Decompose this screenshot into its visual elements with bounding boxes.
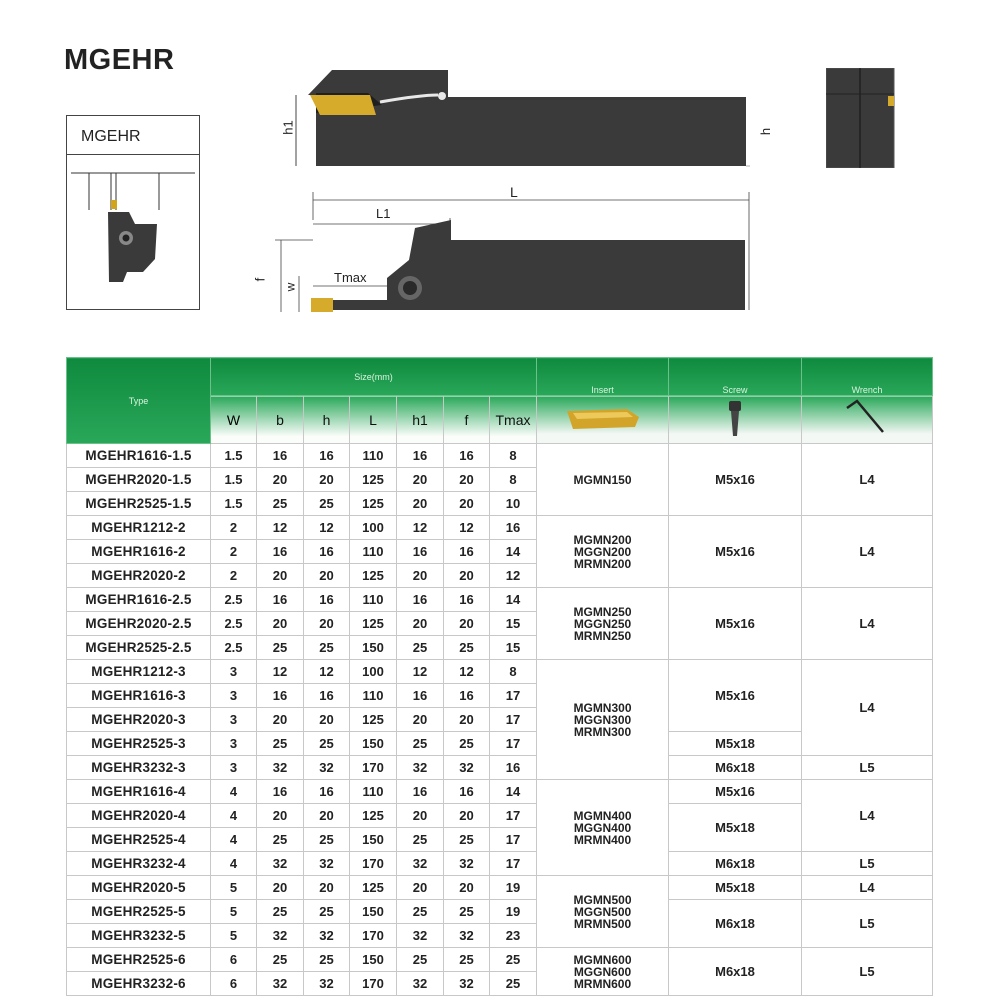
- cell-h: 12: [304, 516, 350, 540]
- cell-l: 150: [350, 900, 397, 924]
- cell-l: 170: [350, 924, 397, 948]
- cell-tmax: 14: [490, 780, 537, 804]
- cell-b: 12: [257, 660, 304, 684]
- header-type: Type: [67, 358, 211, 444]
- cell-tmax: 19: [490, 900, 537, 924]
- cell-l: 125: [350, 876, 397, 900]
- cell-h: 25: [304, 492, 350, 516]
- cell-type: MGEHR1616-3: [67, 684, 211, 708]
- cell-w: 6: [211, 972, 257, 996]
- cell-h1: 25: [397, 636, 444, 660]
- label-h: h: [758, 127, 774, 136]
- cell-tmax: 16: [490, 516, 537, 540]
- table-row: [67, 444, 933, 468]
- cell-f: 25: [444, 732, 490, 756]
- cell-type: MGEHR2020-5: [67, 876, 211, 900]
- cell-w: 5: [211, 924, 257, 948]
- cell-w: 4: [211, 804, 257, 828]
- cell-screw: M5x16: [669, 588, 802, 660]
- cell-type: MGEHR2020-2.5: [67, 612, 211, 636]
- cell-tmax: 17: [490, 804, 537, 828]
- cell-b: 25: [257, 948, 304, 972]
- cell-w: 3: [211, 756, 257, 780]
- inset-label: MGEHR: [81, 128, 141, 145]
- column-header-w: W: [211, 396, 257, 444]
- cell-type: MGEHR1616-4: [67, 780, 211, 804]
- cell-f: 25: [444, 900, 490, 924]
- cell-screw: M5x16: [669, 780, 802, 804]
- cell-wrench: L4: [802, 780, 933, 852]
- cell-wrench: L5: [802, 900, 933, 948]
- column-header-h1: h1: [397, 396, 444, 444]
- cell-screw: M5x18: [669, 732, 802, 756]
- cell-w: 5: [211, 900, 257, 924]
- table-row: [67, 852, 933, 876]
- cell-b: 16: [257, 780, 304, 804]
- cell-f: 25: [444, 636, 490, 660]
- cell-b: 16: [257, 684, 304, 708]
- cell-h1: 32: [397, 972, 444, 996]
- cell-h: 32: [304, 852, 350, 876]
- cell-type: MGEHR1212-3: [67, 660, 211, 684]
- cell-h1: 32: [397, 756, 444, 780]
- cell-h1: 32: [397, 852, 444, 876]
- cell-l: 125: [350, 612, 397, 636]
- cell-h: 20: [304, 804, 350, 828]
- cell-screw: M6x18: [669, 900, 802, 948]
- cell-w: 3: [211, 708, 257, 732]
- cell-type: MGEHR1616-2.5: [67, 588, 211, 612]
- cell-f: 20: [444, 876, 490, 900]
- cell-f: 20: [444, 612, 490, 636]
- column-header-b: b: [257, 396, 304, 444]
- cell-h: 25: [304, 636, 350, 660]
- cell-b: 25: [257, 828, 304, 852]
- cell-type: MGEHR2525-5: [67, 900, 211, 924]
- cell-f: 16: [444, 684, 490, 708]
- cell-f: 32: [444, 756, 490, 780]
- cell-tmax: 15: [490, 636, 537, 660]
- cell-insert: MGMN150: [537, 444, 669, 516]
- cell-h1: 20: [397, 612, 444, 636]
- cell-l: 150: [350, 948, 397, 972]
- cell-l: 150: [350, 828, 397, 852]
- cell-h1: 20: [397, 492, 444, 516]
- cell-w: 2.5: [211, 588, 257, 612]
- cell-w: 2: [211, 516, 257, 540]
- cell-l: 110: [350, 588, 397, 612]
- cell-w: 2: [211, 540, 257, 564]
- cell-f: 32: [444, 924, 490, 948]
- cell-h: 20: [304, 468, 350, 492]
- cell-h: 16: [304, 540, 350, 564]
- cell-insert: MGMN600 MGGN600 MRMN600: [537, 948, 669, 996]
- cell-wrench: L4: [802, 660, 933, 756]
- label-L1: L1: [376, 206, 391, 221]
- cell-f: 32: [444, 852, 490, 876]
- tool-end-view: [826, 68, 896, 168]
- cell-h1: 20: [397, 804, 444, 828]
- cell-tmax: 25: [490, 972, 537, 996]
- cell-h: 20: [304, 612, 350, 636]
- cell-l: 150: [350, 732, 397, 756]
- cell-h1: 12: [397, 516, 444, 540]
- cell-h: 25: [304, 732, 350, 756]
- cell-f: 25: [444, 828, 490, 852]
- cell-b: 16: [257, 540, 304, 564]
- cell-w: 3: [211, 684, 257, 708]
- cell-h: 25: [304, 948, 350, 972]
- cell-h1: 25: [397, 828, 444, 852]
- cell-h1: 20: [397, 564, 444, 588]
- cell-wrench: L4: [802, 444, 933, 516]
- cell-l: 100: [350, 660, 397, 684]
- cell-tmax: 23: [490, 924, 537, 948]
- cell-tmax: 17: [490, 852, 537, 876]
- cell-h1: 16: [397, 540, 444, 564]
- cell-h: 25: [304, 900, 350, 924]
- header-wrench: Wrench: [802, 358, 933, 396]
- cell-h: 32: [304, 756, 350, 780]
- cell-w: 3: [211, 732, 257, 756]
- cell-w: 4: [211, 852, 257, 876]
- cell-wrench: L5: [802, 948, 933, 996]
- cell-h1: 20: [397, 468, 444, 492]
- insert-image: [537, 396, 669, 444]
- cell-h: 16: [304, 444, 350, 468]
- cell-tmax: 17: [490, 732, 537, 756]
- cell-h1: 16: [397, 588, 444, 612]
- cell-h1: 16: [397, 684, 444, 708]
- table-row: [67, 660, 933, 684]
- table-row: [67, 516, 933, 540]
- cell-type: MGEHR1616-2: [67, 540, 211, 564]
- cell-w: 2.5: [211, 612, 257, 636]
- cell-screw: M5x16: [669, 516, 802, 588]
- cell-h1: 25: [397, 900, 444, 924]
- cell-tmax: 12: [490, 564, 537, 588]
- cell-type: MGEHR2020-3: [67, 708, 211, 732]
- label-Tmax: Tmax: [334, 270, 367, 285]
- cell-screw: M5x18: [669, 804, 802, 852]
- cell-w: 1.5: [211, 492, 257, 516]
- cell-type: MGEHR3232-5: [67, 924, 211, 948]
- cell-tmax: 8: [490, 468, 537, 492]
- cell-f: 20: [444, 708, 490, 732]
- cell-b: 20: [257, 708, 304, 732]
- cell-insert: MGMN300 MGGN300 MRMN300: [537, 660, 669, 780]
- cell-f: 25: [444, 948, 490, 972]
- cell-screw: M6x18: [669, 948, 802, 996]
- cell-w: 3: [211, 660, 257, 684]
- cell-b: 32: [257, 972, 304, 996]
- cell-l: 125: [350, 492, 397, 516]
- cell-h: 16: [304, 684, 350, 708]
- cell-tmax: 8: [490, 660, 537, 684]
- cell-l: 125: [350, 468, 397, 492]
- cell-screw: M5x18: [669, 876, 802, 900]
- cell-type: MGEHR2020-1.5: [67, 468, 211, 492]
- cell-type: MGEHR2525-6: [67, 948, 211, 972]
- cell-b: 20: [257, 804, 304, 828]
- cell-h: 12: [304, 660, 350, 684]
- inset-sketch: [67, 154, 199, 309]
- table-row: [67, 876, 933, 900]
- cell-l: 110: [350, 780, 397, 804]
- cell-w: 1.5: [211, 444, 257, 468]
- cell-b: 25: [257, 732, 304, 756]
- cell-f: 20: [444, 468, 490, 492]
- cell-tmax: 17: [490, 828, 537, 852]
- cell-h1: 16: [397, 780, 444, 804]
- table-row: [67, 756, 933, 780]
- cell-h: 16: [304, 780, 350, 804]
- cell-insert: MGMN250 MGGN250 MRMN250: [537, 588, 669, 660]
- cell-w: 4: [211, 828, 257, 852]
- cell-type: MGEHR2525-2.5: [67, 636, 211, 660]
- cell-f: 20: [444, 564, 490, 588]
- cell-b: 25: [257, 900, 304, 924]
- cell-type: MGEHR2525-3: [67, 732, 211, 756]
- cell-l: 100: [350, 516, 397, 540]
- cell-type: MGEHR3232-6: [67, 972, 211, 996]
- cell-f: 16: [444, 780, 490, 804]
- cell-b: 16: [257, 444, 304, 468]
- cell-l: 110: [350, 444, 397, 468]
- cell-screw: M6x18: [669, 852, 802, 876]
- cell-l: 170: [350, 852, 397, 876]
- cell-l: 170: [350, 972, 397, 996]
- cell-h1: 20: [397, 708, 444, 732]
- table-row: [67, 588, 933, 612]
- table-row: [67, 948, 933, 972]
- cell-wrench: L5: [802, 852, 933, 876]
- cell-wrench: L4: [802, 876, 933, 900]
- cell-h1: 25: [397, 948, 444, 972]
- cell-tmax: 19: [490, 876, 537, 900]
- cell-type: MGEHR2020-4: [67, 804, 211, 828]
- cell-b: 16: [257, 588, 304, 612]
- cell-type: MGEHR1212-2: [67, 516, 211, 540]
- cell-type: MGEHR3232-4: [67, 852, 211, 876]
- cell-l: 110: [350, 684, 397, 708]
- cell-b: 32: [257, 756, 304, 780]
- cell-insert: MGMN400 MGGN400 MRMN400: [537, 780, 669, 876]
- cell-b: 25: [257, 636, 304, 660]
- cell-w: 2.5: [211, 636, 257, 660]
- cell-screw: M5x16: [669, 444, 802, 516]
- cell-h: 20: [304, 876, 350, 900]
- cell-tmax: 17: [490, 684, 537, 708]
- column-header-f: f: [444, 396, 490, 444]
- cell-b: 32: [257, 852, 304, 876]
- screw-icon: [715, 398, 755, 438]
- label-L: L: [510, 184, 518, 200]
- cell-l: 150: [350, 636, 397, 660]
- cell-tmax: 15: [490, 612, 537, 636]
- cell-wrench: L4: [802, 588, 933, 660]
- cell-tmax: 17: [490, 708, 537, 732]
- screw-image: [669, 396, 802, 444]
- cell-h: 25: [304, 828, 350, 852]
- cell-h: 32: [304, 972, 350, 996]
- page-title: MGEHR: [64, 44, 175, 76]
- cell-w: 1.5: [211, 468, 257, 492]
- cell-screw: M5x16: [669, 660, 802, 732]
- cell-f: 12: [444, 660, 490, 684]
- label-h1: h1: [280, 120, 296, 135]
- cell-tmax: 14: [490, 540, 537, 564]
- cell-h: 20: [304, 564, 350, 588]
- cell-tmax: 10: [490, 492, 537, 516]
- cell-h: 20: [304, 708, 350, 732]
- cell-tmax: 8: [490, 444, 537, 468]
- cell-w: 4: [211, 780, 257, 804]
- cell-b: 20: [257, 612, 304, 636]
- cell-type: MGEHR3232-3: [67, 756, 211, 780]
- inset-diagram: [66, 115, 200, 310]
- cell-l: 170: [350, 756, 397, 780]
- cell-w: 5: [211, 876, 257, 900]
- cell-b: 12: [257, 516, 304, 540]
- cell-f: 20: [444, 492, 490, 516]
- header-insert: Insert: [537, 358, 669, 396]
- column-header-l: L: [350, 396, 397, 444]
- cell-b: 20: [257, 468, 304, 492]
- cell-f: 12: [444, 516, 490, 540]
- cell-h: 16: [304, 588, 350, 612]
- cell-screw: M6x18: [669, 756, 802, 780]
- cell-tmax: 16: [490, 756, 537, 780]
- wrench-icon: [837, 396, 897, 440]
- cell-w: 2: [211, 564, 257, 588]
- cell-b: 20: [257, 564, 304, 588]
- column-header-h: h: [304, 396, 350, 444]
- cell-b: 20: [257, 876, 304, 900]
- cell-f: 16: [444, 540, 490, 564]
- label-f: f: [252, 277, 268, 282]
- cell-insert: MGMN200 MGGN200 MRMN200: [537, 516, 669, 588]
- cell-f: 16: [444, 444, 490, 468]
- cell-h1: 16: [397, 444, 444, 468]
- header-screw: Screw: [669, 358, 802, 396]
- cell-h: 32: [304, 924, 350, 948]
- cell-insert: MGMN500 MGGN500 MRMN500: [537, 876, 669, 948]
- cell-h1: 20: [397, 876, 444, 900]
- cell-l: 125: [350, 708, 397, 732]
- cell-type: MGEHR1616-1.5: [67, 444, 211, 468]
- wrench-image: [802, 396, 933, 444]
- cell-h1: 32: [397, 924, 444, 948]
- cell-wrench: L4: [802, 516, 933, 588]
- cell-wrench: L5: [802, 756, 933, 780]
- cell-h1: 12: [397, 660, 444, 684]
- insert-icon: [563, 403, 643, 433]
- tool-side-view: [280, 65, 750, 180]
- cell-l: 125: [350, 804, 397, 828]
- cell-tmax: 14: [490, 588, 537, 612]
- table-row: [67, 900, 933, 924]
- cell-l: 110: [350, 540, 397, 564]
- cell-type: MGEHR2525-4: [67, 828, 211, 852]
- cell-tmax: 25: [490, 948, 537, 972]
- table-row: [67, 780, 933, 804]
- cell-f: 20: [444, 804, 490, 828]
- spec-table: [66, 357, 933, 996]
- tool-top-view: [265, 190, 755, 320]
- cell-type: MGEHR2525-1.5: [67, 492, 211, 516]
- cell-f: 32: [444, 972, 490, 996]
- cell-type: MGEHR2020-2: [67, 564, 211, 588]
- column-header-tmax: Tmax: [490, 396, 537, 444]
- cell-f: 16: [444, 588, 490, 612]
- cell-w: 6: [211, 948, 257, 972]
- label-w: w: [283, 282, 298, 292]
- header-size: Size(mm): [211, 358, 537, 396]
- cell-h1: 25: [397, 732, 444, 756]
- cell-b: 25: [257, 492, 304, 516]
- cell-b: 32: [257, 924, 304, 948]
- cell-l: 125: [350, 564, 397, 588]
